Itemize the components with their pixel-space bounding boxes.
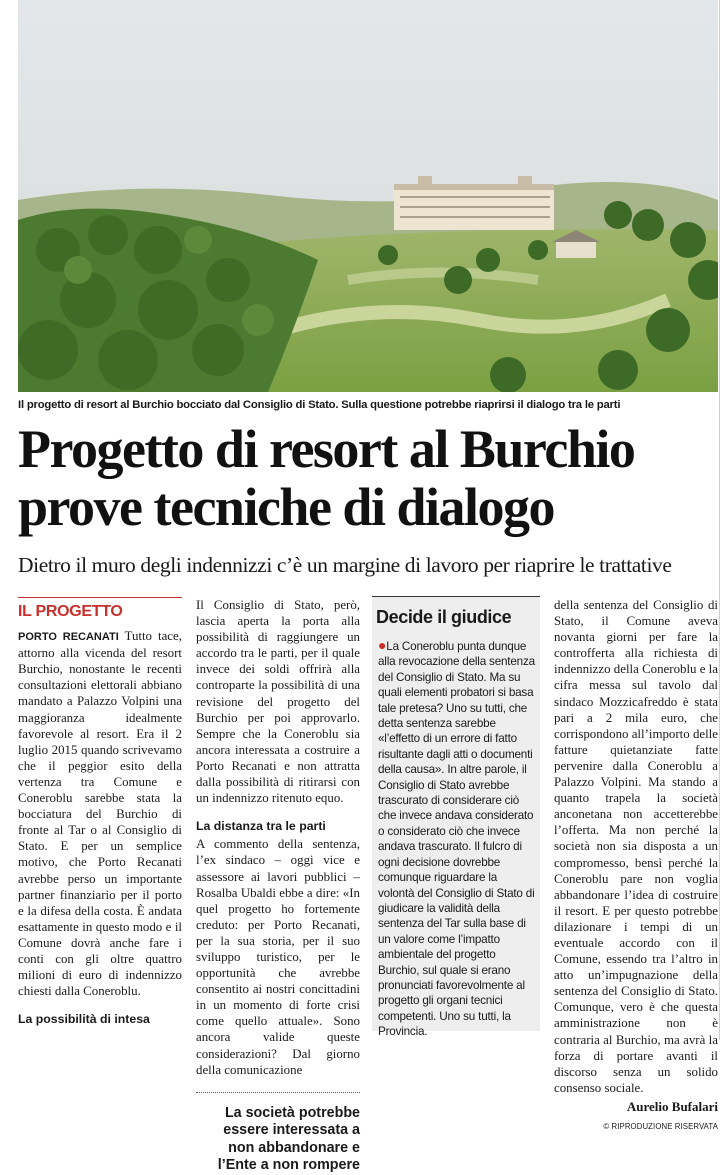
subtitle-possibilita: La possibilità di intesa	[18, 1012, 150, 1027]
article-paragraph-2-continued: Il Consiglio di Stato, però, lascia aperta la porta alla possibilità di raggiungere un accordo tra le parti, per il quale invece dei soldi offrirà alla controparte la possibilità di una revisione del progetto del Burchio per poi approvarlo. Sempre che la Coneroblu sia ancora interessata a costruire a Porto Recanati e non attratta dalla possibilità di ritirarsi con un indennizzo ritenuto equo.	[196, 598, 360, 806]
box-text-body: La Coneroblu punta dunque alla revocazione della sentenza del Consiglio di Stato. Ma su quali elementi probatori si basa tale pretesa? Uno su tutti, che detta sentenza sarebbe «l’effetto di un errore di fatto risultante dagli atti o documenti della causa». In altre parole, il Consiglio di Stato avrebbe trascurato di considerare ciò che invece andava considerato o considerato ciò che invece andava trascurato. Il fulcro di ogni decisione dovrebbe comunque riguardare la volontà del Consiglio di Stato di giudicare la validità della sentenza del Tar sulla base di un valore come l’impatto ambientale del progetto Burchio, sul quale si erano pronunciati favorevolmente al progetto gli organi tecnici competenti. Uno su tutti, la Provincia.	[378, 640, 535, 1039]
headline-line-2: prove tecniche di dialogo	[18, 477, 554, 537]
subheadline: Dietro il muro degli indennizzi c’è un margine di lavoro per riaprire le trattative	[18, 553, 672, 577]
box-title: Decide il giudice	[376, 607, 512, 627]
article-column-1	[18, 597, 182, 1029]
bullet-dot-icon: ●	[378, 637, 387, 653]
author-signature: Aurelio Bufalari	[626, 1098, 718, 1114]
box-text	[372, 638, 540, 1040]
pull-quote: La società potrebbe essere interessata a non abbandonare e l’Ente a non rompere	[217, 1104, 360, 1174]
article-column-2	[196, 597, 360, 1175]
resort-photo	[18, 0, 718, 392]
headline-line-1: Progetto di resort al Burchio	[18, 419, 635, 479]
subtitle-distanza: La distanza tra le parti	[196, 819, 326, 834]
dateline: PORTO RECANATI	[18, 631, 119, 644]
article-column-4	[554, 597, 718, 1135]
copyright-notice: © RIPRODUZIONE RISERVATA	[603, 1122, 718, 1131]
paragraph-1-text: Tutto tace, attorno alla vicenda del resort Burchio, nonostante le recenti consultazioni elettorali abbiano mandato a Palazzo Volpini una maggioranza idealmente favorevole al resort. Era il 2 luglio 2015 quando scrivevamo che il peggior esito della vertenza tra Comune e Coneroblu sarebbe stata la bocciatura del Burchio di fronte al Tar o al Consiglio di Stato. E per un semplice motivo, che Porto Recanati avrebbe perso un importante partner finanziario per il porto e la difesa della costa. È andata esattamente in questo modo e il Comune dovrà anche fare i conti con gli oltre quattro milioni di euro di indennizzo chiesti dalla Coneroblu.	[18, 629, 182, 999]
resort-rendering-image	[18, 0, 718, 392]
article-paragraph-4: della sentenza del Consiglio di Stato, il Comune aveva novanta giorni per fare la controfferta alla richiesta di indennizzo della Coneroblu e la cifra messa sul tavolo dal sindaco Mozzicafreddo è stata pari a 2 mila euro, che corrispondono all’importo delle fatture quietanziate fatte pervenire dalla Coneroblu a Palazzo Volpini. Ma stando a quanto trapela la società anconetana non accetterebbe l’offerta. Ma non perché la società non sia disposta a un compromesso, bensì perché la Coneroblu pare non voglia abbandonare l’idea di costruire il resort. E per questo potrebbe dilazionare i tempi di un eventuale accordo con il Comune, essendo tra l’altro in atto un’impugnazione della sentenza del Consiglio di Stato. Comunque, vero è che questa amministrazione non è contraria al Burchio, ma avrà la forza di portare avanti il discorso senza un solido consenso sociale.	[554, 598, 718, 1095]
sidebar-box	[372, 596, 540, 1039]
section-label: IL PROGETTO	[18, 597, 182, 620]
pull-quote-rule	[196, 1092, 360, 1093]
article-paragraph-3: A commento della sentenza, l’ex sindaco – oggi vice e assessore ai lavori pubblici – Rosalba Ubaldi ebbe a dire: «In quel progetto ho fortemente creduto: per Porto Recanati, per la sua storia, per il suo sviluppo turistico, per le opportunità che avrebbe consentito ai nostri concittadini in un momento di forte crisi come quello attuale». Sono ancora valide queste considerazioni? Dal giorno della comunicazione	[196, 837, 360, 1077]
article-paragraph-1	[18, 628, 182, 999]
photo-caption: Il progetto di resort al Burchio bocciato dal Consiglio di Stato. Sulla questione potrebbe riaprirsi il dialogo tra le parti	[18, 399, 621, 411]
pull-quote-block	[196, 1092, 360, 1175]
headline	[18, 420, 724, 536]
